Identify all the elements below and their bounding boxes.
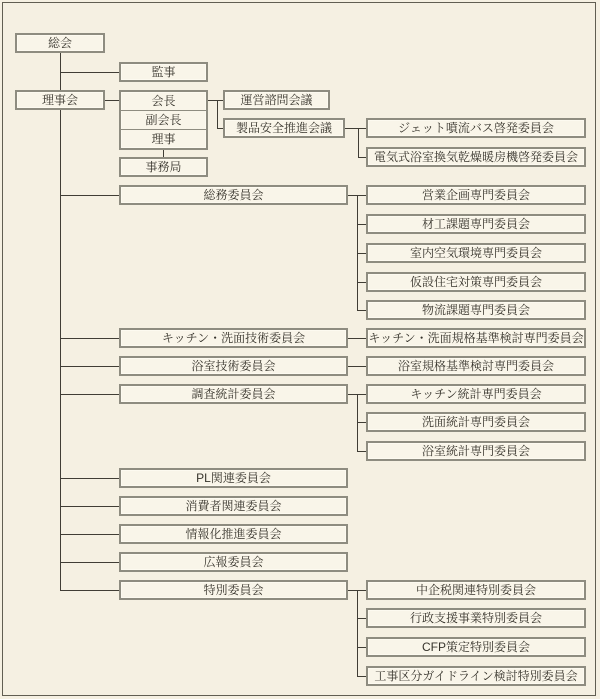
subcommittee-box: ジェット噴流バス啓発委員会 bbox=[366, 118, 586, 138]
subcommittee-box: 洗面統計専門委員会 bbox=[366, 412, 586, 432]
subcommittee-box: 物流課題専門委員会 bbox=[366, 300, 586, 320]
connector-line bbox=[357, 282, 366, 283]
org-box-council-product-safety: 製品安全推進会議 bbox=[223, 118, 345, 138]
connector-line bbox=[217, 128, 223, 129]
connector-line bbox=[357, 590, 358, 676]
committee-box: PL関連委員会 bbox=[119, 468, 348, 488]
connector-line bbox=[357, 647, 366, 648]
subcommittee-box: 材工課題専門委員会 bbox=[366, 214, 586, 234]
committee-box: 調査統計委員会 bbox=[119, 384, 348, 404]
committee-box: 消費者関連委員会 bbox=[119, 496, 348, 516]
connector-line bbox=[345, 128, 366, 129]
committee-box: 特別委員会 bbox=[119, 580, 348, 600]
committee-box: 浴室技術委員会 bbox=[119, 356, 348, 376]
connector-line bbox=[357, 224, 366, 225]
connector-line bbox=[357, 676, 366, 677]
committee-box: 総務委員会 bbox=[119, 185, 348, 205]
subcommittee-box: 室内空気環境専門委員会 bbox=[366, 243, 586, 263]
committee-box: 情報化推進委員会 bbox=[119, 524, 348, 544]
committee-box: キッチン・洗面技術委員会 bbox=[119, 328, 348, 348]
connector-line bbox=[357, 310, 366, 311]
subcommittee-box: CFP策定特別委員会 bbox=[366, 637, 586, 657]
committee-box: 広報委員会 bbox=[119, 552, 348, 572]
connector-line bbox=[217, 100, 218, 128]
connector-line bbox=[208, 100, 223, 101]
connector-line bbox=[60, 590, 119, 591]
connector-line bbox=[60, 195, 119, 196]
connector-line bbox=[60, 338, 119, 339]
connector-line bbox=[348, 366, 366, 367]
org-box-general-meeting: 総会 bbox=[15, 33, 105, 53]
subcommittee-box: 行政支援事業特別委員会 bbox=[366, 608, 586, 628]
connector-line bbox=[163, 150, 164, 157]
connector-line bbox=[105, 100, 119, 101]
connector-line bbox=[357, 422, 366, 423]
connector-line bbox=[60, 366, 119, 367]
subcommittee-box: キッチン統計専門委員会 bbox=[366, 384, 586, 404]
org-box-council-advisory: 運営諮問会議 bbox=[223, 90, 330, 110]
subcommittee-box: 浴室規格基準検討専門委員会 bbox=[366, 356, 586, 376]
subcommittee-box: 仮設住宅対策専門委員会 bbox=[366, 272, 586, 292]
subcommittee-box: 浴室統計専門委員会 bbox=[366, 441, 586, 461]
org-box-executives bbox=[119, 90, 208, 150]
connector-line bbox=[60, 478, 119, 479]
connector-line bbox=[60, 562, 119, 563]
connector-line bbox=[60, 506, 119, 507]
subcommittee-box: 営業企画専門委員会 bbox=[366, 185, 586, 205]
org-box-auditor: 監事 bbox=[119, 62, 208, 82]
subcommittee-box: 工事区分ガイドライン検討特別委員会 bbox=[366, 666, 586, 686]
org-box-secretariat: 事務局 bbox=[119, 157, 208, 177]
org-row-chairman: 会長 bbox=[151, 94, 176, 108]
subcommittee-box: 中企税関連特別委員会 bbox=[366, 580, 586, 600]
subcommittee-box: キッチン・洗面規格基準検討専門委員会 bbox=[366, 328, 586, 348]
org-row-director: 理事 bbox=[121, 129, 206, 148]
connector-line bbox=[60, 110, 61, 590]
connector-line bbox=[358, 128, 359, 157]
org-row-vice-chairman: 副会長 bbox=[121, 110, 206, 129]
connector-line bbox=[357, 618, 366, 619]
org-box-board: 理事会 bbox=[15, 90, 105, 110]
subcommittee-box: 電気式浴室換気乾燥暖房機啓発委員会 bbox=[366, 147, 586, 167]
connector-line bbox=[348, 338, 366, 339]
connector-line bbox=[358, 157, 366, 158]
connector-line bbox=[357, 451, 366, 452]
connector-line bbox=[60, 72, 119, 73]
connector-line bbox=[60, 534, 119, 535]
connector-line bbox=[60, 394, 119, 395]
connector-line bbox=[357, 253, 366, 254]
